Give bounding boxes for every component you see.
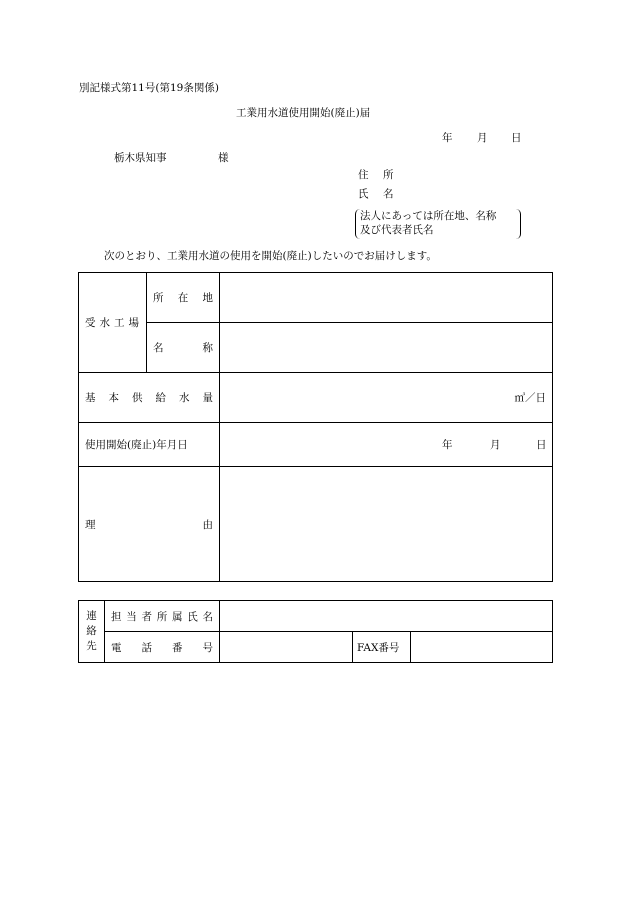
main-table bbox=[78, 272, 553, 582]
person-char-7: 名 bbox=[202, 610, 213, 623]
phone-input-cell[interactable] bbox=[220, 632, 353, 663]
reason-label-cell bbox=[79, 467, 220, 582]
fax-input-cell[interactable] bbox=[411, 632, 553, 663]
person-label-cell bbox=[105, 601, 220, 632]
person-char-2: 当 bbox=[126, 610, 137, 623]
location-input-cell[interactable] bbox=[220, 273, 553, 323]
factory-char-2: 水 bbox=[99, 317, 110, 329]
corporate-note-line1: 法人にあっては所在地、名称 bbox=[360, 210, 497, 222]
supply-input-cell[interactable] bbox=[220, 373, 553, 423]
contact-char-1: 連 bbox=[86, 609, 97, 622]
supply-char-1: 基 bbox=[85, 392, 96, 404]
phone-char-3: 番 bbox=[172, 641, 183, 654]
phone-char-4: 号 bbox=[202, 641, 213, 654]
addressee-honorific: 様 bbox=[218, 152, 229, 164]
supply-char-2: 本 bbox=[108, 392, 119, 404]
fax-label-cell bbox=[353, 632, 411, 663]
start-date-day-unit: 日 bbox=[536, 438, 547, 451]
location-label-cell bbox=[147, 273, 220, 323]
start-date-input-cell[interactable] bbox=[220, 423, 553, 467]
name-input-cell[interactable] bbox=[220, 323, 553, 373]
factory-label-cell bbox=[79, 273, 147, 373]
contact-table bbox=[78, 600, 553, 663]
reason-char-2: 由 bbox=[202, 518, 213, 531]
phone-char-2: 話 bbox=[141, 641, 152, 654]
location-char-3: 地 bbox=[202, 292, 213, 304]
applicant-address-char-1: 住 bbox=[358, 169, 369, 181]
name-char-2: 称 bbox=[202, 342, 213, 354]
corporate-note bbox=[355, 209, 521, 239]
form-title: 工業用水道使用開始(廃止)届 bbox=[236, 107, 371, 119]
applicant-name-char-1: 氏 bbox=[358, 188, 369, 200]
fax-label: FAX番号 bbox=[357, 641, 400, 654]
person-char-5: 属 bbox=[172, 610, 183, 623]
start-date-label-cell bbox=[79, 423, 220, 467]
person-char-6: 氏 bbox=[187, 610, 198, 623]
statement: 次のとおり、工業用水道の使用を開始(廃止)したいのでお届けします。 bbox=[104, 250, 437, 262]
supply-label-cell bbox=[79, 373, 220, 423]
form-number: 別記様式第11号(第19条関係) bbox=[79, 82, 219, 94]
addressee-name: 栃木県知事 bbox=[114, 152, 167, 164]
location-char-1: 所 bbox=[153, 292, 164, 304]
contact-label-cell bbox=[79, 601, 105, 663]
phone-label-cell bbox=[105, 632, 220, 663]
supply-char-3: 供 bbox=[132, 392, 143, 404]
start-date-label: 使用開始(廃止)年月日 bbox=[85, 439, 188, 451]
supply-char-6: 量 bbox=[202, 392, 213, 404]
factory-char-4: 場 bbox=[128, 317, 139, 329]
supply-char-5: 水 bbox=[179, 392, 190, 404]
contact-char-3: 先 bbox=[86, 640, 97, 653]
date-year-unit: 年 bbox=[442, 132, 453, 144]
reason-input-cell[interactable] bbox=[220, 467, 553, 582]
name-char-1: 名 bbox=[153, 342, 164, 354]
supply-char-4: 給 bbox=[155, 392, 166, 404]
factory-char-1: 受 bbox=[85, 317, 96, 329]
person-char-1: 担 bbox=[111, 610, 122, 623]
applicant-name-char-2: 名 bbox=[383, 188, 394, 200]
reason-char-1: 理 bbox=[85, 518, 96, 531]
date-day-unit: 日 bbox=[511, 132, 522, 144]
factory-char-3: 工 bbox=[114, 317, 125, 329]
location-char-2: 在 bbox=[177, 292, 189, 304]
name-label-cell bbox=[147, 323, 220, 373]
phone-char-1: 電 bbox=[111, 641, 122, 654]
start-date-year-unit: 年 bbox=[442, 438, 453, 451]
person-input-cell[interactable] bbox=[220, 601, 553, 632]
contact-char-2: 絡 bbox=[86, 624, 97, 637]
supply-unit: ㎥／日 bbox=[514, 392, 546, 404]
person-char-4: 所 bbox=[156, 610, 168, 623]
date-month-unit: 月 bbox=[477, 132, 488, 144]
corporate-note-line2: 及び代表者氏名 bbox=[360, 224, 434, 236]
applicant-address-char-2: 所 bbox=[383, 169, 394, 181]
person-char-3: 者 bbox=[141, 610, 152, 623]
start-date-month-unit: 月 bbox=[490, 438, 501, 451]
